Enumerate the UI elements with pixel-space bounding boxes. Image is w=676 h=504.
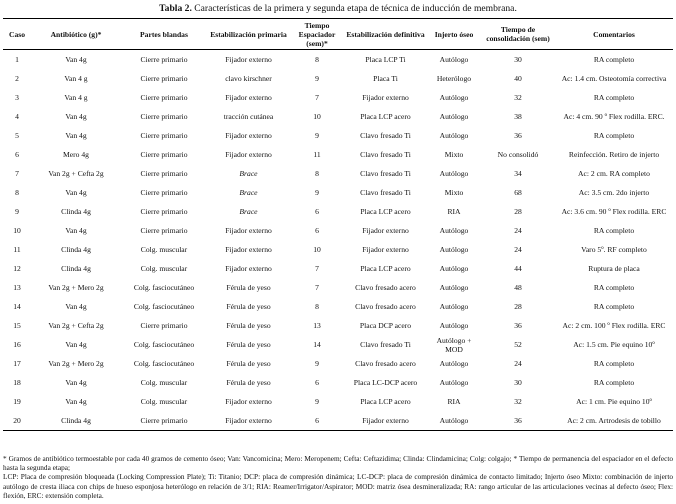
table-cell: Cierre primario — [140, 321, 188, 330]
table-cell: 6 — [290, 411, 344, 431]
table-cell: Autólogo — [439, 321, 469, 330]
column-header: Partes blandas — [121, 19, 207, 50]
table-cell: Van 4g — [65, 397, 87, 406]
table-cell: 10 — [313, 245, 321, 254]
table-cell: Van 4g — [65, 188, 87, 197]
table-cell: 28 — [514, 302, 522, 311]
table-cell: Fijador externo — [362, 93, 409, 102]
table-cell: Fijador externo — [225, 264, 272, 273]
table-cell: Van 4g — [65, 340, 87, 349]
table-cell: Placa LCP acero — [360, 112, 411, 121]
table-cell: 68 — [514, 188, 522, 197]
table-cell: Ruptura de placa — [588, 264, 640, 273]
table-cell: Cierre primario — [140, 150, 188, 159]
footnote-1: * Gramos de antibiótico termoestable por cada 40 gramos de cemento óseo; Van: Vancomicina; Mero: Meropenem; Cefta: Ceftazidima; Clinda: Clindamicina; Colg: colgajo; * Tiempo de permanencia del espaciador en el defecto hasta la segunda etapa; — [3, 454, 673, 473]
table-cell: Autólogo — [439, 245, 469, 254]
table-cell: Fijador externo — [362, 226, 409, 235]
column-header: Estabilización definitiva — [344, 19, 427, 50]
table-row — [3, 69, 673, 88]
table-cell: 9 — [315, 188, 319, 197]
table-cell: Fijador externo — [225, 55, 272, 64]
table-cell: Colg. fasciocutáneo — [133, 302, 195, 311]
table-cell: Varo 5º. RF completo — [581, 245, 647, 254]
table-cell: Van 4g — [65, 112, 87, 121]
table-cell: 24 — [514, 245, 522, 254]
table-cell: Férula de yeso — [226, 359, 271, 368]
table-cell: 9 — [315, 74, 319, 83]
table-cell: Autólogo — [439, 55, 469, 64]
table-cell: Clavo fresado acero — [355, 359, 416, 368]
table-cell: 9 — [315, 397, 319, 406]
table-row — [3, 373, 673, 392]
table-cell: 18 — [13, 378, 21, 387]
table-cell: Férula de yeso — [226, 321, 271, 330]
table-cell: Cierre primario — [140, 112, 188, 121]
table-cell: Colg. muscular — [140, 245, 188, 254]
column-header: Estabilización primaria — [207, 19, 290, 50]
table-cell: Reinfección. Retiro de injerto — [568, 150, 660, 159]
table-cell: 7 — [315, 283, 319, 292]
column-header: Tiempo de consolidación (sem) — [481, 19, 555, 50]
table-cell: Clinda 4g — [61, 264, 91, 273]
table-cell: Autólogo — [439, 131, 469, 140]
table-cell: 40 — [514, 74, 522, 83]
table-row — [3, 126, 673, 145]
table-cell: Clavo fresado acero — [355, 283, 416, 292]
table-cell: 8 — [315, 55, 319, 64]
table-row — [3, 164, 673, 183]
table-cell: Brace — [239, 188, 258, 197]
table-cell: 6 — [315, 207, 319, 216]
table-cell: Van 4g — [65, 131, 87, 140]
table-cell: Mixto — [444, 150, 464, 159]
table-cell: Autólogo — [427, 411, 481, 431]
table-cell: Fijador externo — [362, 245, 409, 254]
table-row — [3, 411, 673, 431]
table-cell: Autólogo — [439, 378, 469, 387]
table-cell: 24 — [514, 226, 522, 235]
table-cell: Fijador externo — [207, 411, 290, 431]
table-cell: Cierre primario — [140, 93, 188, 102]
table-cell: RA completo — [593, 283, 635, 292]
table-cell: Cierre primario — [140, 226, 188, 235]
table-cell: Brace — [239, 169, 258, 178]
table-cell: Ac: 1.5 cm. Pie equino 10º — [573, 340, 655, 349]
table-cell: Van 2g + Mero 2g — [48, 359, 104, 368]
table-cell: RA completo — [593, 93, 635, 102]
table-cell: 1 — [15, 55, 19, 64]
table-cell: tracción cutánea — [223, 112, 274, 121]
table-cell: Fijador externo — [225, 150, 272, 159]
table-cell: Colg. muscular — [140, 397, 188, 406]
table-cell: Colg. muscular — [140, 264, 188, 273]
table-cell: Férula de yeso — [226, 378, 271, 387]
table-cell: Fijador externo — [225, 397, 272, 406]
table-body — [3, 50, 673, 431]
table-cell: RA completo — [593, 359, 635, 368]
table-cell: Fijador externo — [225, 226, 272, 235]
table-cell: 32 — [514, 397, 522, 406]
footnote-2: LCP: Placa de compresión bloqueada (Locking Compression Plate); Ti: Titanio; DCP: placa de compresión dinámica; LC-DCP: placa de compresión dinámica de contacto limitado; Injerto óseo Mixto: combinación de injerto autólogo de cresta iliaca con chips de hueso esponjosa heterólogo en relación de 3/1; RIA: Reamer/Irrigator/Aspirator; MOD: matriz ósea desmineralizada; RA: rango articular de las articulaciones vecinas al defecto óseo; Flex: flexión, ERC: extensión completa. — [3, 472, 673, 500]
document-page — [0, 2, 676, 504]
table-cell: Placa DCP acero — [359, 321, 412, 330]
table-cell: Placa LCP acero — [360, 207, 411, 216]
table-cell: Autólogo — [439, 359, 469, 368]
table-cell: 6 — [315, 378, 319, 387]
table-cell: Férula de yeso — [226, 283, 271, 292]
table-cell: RA completo — [593, 226, 635, 235]
table-cell: 16 — [13, 340, 21, 349]
table-cell: Placa LCP acero — [360, 397, 411, 406]
table-cell: Clavo fresado Ti — [360, 150, 411, 159]
table-cell: Cierre primario — [140, 207, 188, 216]
table-cell: Heterólogo — [436, 74, 472, 83]
table-cell: 7 — [15, 169, 19, 178]
table-cell: Cierre primario — [121, 411, 207, 431]
table-cell: Brace — [239, 207, 258, 216]
table-cell: Clinda 4g — [61, 207, 91, 216]
table-cell: Cierre primario — [140, 188, 188, 197]
table-cell: Férula de yeso — [226, 302, 271, 311]
table-cell: 36 — [481, 411, 555, 431]
table-row — [3, 107, 673, 126]
table-cell: Van 4g — [65, 55, 87, 64]
table-cell: 38 — [514, 112, 522, 121]
table-row — [3, 202, 673, 221]
table-cell: Autólogo — [439, 169, 469, 178]
table-cell: 14 — [313, 340, 321, 349]
table-cell: 10 — [13, 226, 21, 235]
table-cell: 48 — [514, 283, 522, 292]
table-row — [3, 221, 673, 240]
table-cell: 3 — [15, 93, 19, 102]
table-cell: Autólogo + MOD — [436, 335, 472, 354]
column-header: Comentarios — [555, 19, 673, 50]
table-cell: Mixto — [444, 188, 464, 197]
table-footnotes — [3, 454, 673, 500]
table-row — [3, 392, 673, 411]
table-cell: 6 — [15, 150, 19, 159]
table-cell: Mero 4g — [63, 150, 89, 159]
table-cell: Placa LCP acero — [360, 264, 411, 273]
table-cell: Ac: 2 cm. 100 º Flex rodilla. ERC — [562, 321, 666, 330]
table-cell: Clinda 4g — [31, 411, 121, 431]
table-cell: No consolidó — [497, 150, 539, 159]
table-row — [3, 297, 673, 316]
table-cell: 32 — [514, 93, 522, 102]
table-cell: clavo kirschner — [225, 74, 272, 83]
table-cell: Ac: 1.4 cm. Osteotomía correctiva — [561, 74, 667, 83]
table-row — [3, 50, 673, 70]
table-cell: Colg. fasciocutáneo — [133, 340, 195, 349]
table-cell: Clavo fresado Ti — [360, 340, 411, 349]
table-cell: Clavo fresado Ti — [360, 169, 411, 178]
table-cell: Van 4g — [65, 378, 87, 387]
table-cell: Cierre primario — [140, 169, 188, 178]
header-row — [3, 19, 673, 50]
table-cell: 12 — [13, 264, 21, 273]
table-cell: Placa Ti — [373, 74, 398, 83]
table-cell: 17 — [13, 359, 21, 368]
table-cell: Autólogo — [439, 112, 469, 121]
table-cell: RIA — [447, 397, 461, 406]
table-cell: 44 — [514, 264, 522, 273]
table-cell: 15 — [13, 321, 21, 330]
table-row — [3, 145, 673, 164]
table-cell: Van 4 g — [64, 74, 88, 83]
table-row — [3, 88, 673, 107]
table-cell: 34 — [514, 169, 522, 178]
table-cell: 20 — [3, 411, 31, 431]
table-cell: 13 — [313, 321, 321, 330]
table-cell: RA completo — [593, 302, 635, 311]
table-cell: 4 — [15, 112, 19, 121]
table-cell: Autólogo — [439, 226, 469, 235]
table-cell: 11 — [13, 245, 21, 254]
table-cell: 8 — [15, 188, 19, 197]
table-cell: Van 2g + Cefta 2g — [48, 321, 104, 330]
caption-label: Tabla 2. — [159, 3, 192, 14]
table-cell: Van 2g + Mero 2g — [48, 283, 104, 292]
table-cell: RA completo — [593, 378, 635, 387]
table-cell: 30 — [514, 55, 522, 64]
column-header: Caso — [3, 19, 31, 50]
table-cell: Férula de yeso — [226, 340, 271, 349]
table-cell: 7 — [315, 264, 319, 273]
table-cell: RIA — [447, 207, 461, 216]
table-cell: 5 — [15, 131, 19, 140]
table-cell: RA completo — [593, 131, 635, 140]
table-cell: RA completo — [593, 55, 635, 64]
table-cell: 10 — [313, 112, 321, 121]
table-cell: 7 — [315, 93, 319, 102]
table-row — [3, 354, 673, 373]
table-cell: 30 — [514, 378, 522, 387]
table-cell: 6 — [315, 226, 319, 235]
characteristics-table — [3, 18, 673, 431]
table-cell: Clinda 4g — [61, 245, 91, 254]
table-row — [3, 183, 673, 202]
table-cell: Fijador externo — [225, 131, 272, 140]
table-cell: Ac: 2 cm. Artrodesis de tobillo — [555, 411, 673, 431]
column-header: Injerto óseo — [427, 19, 481, 50]
table-cell: 36 — [514, 131, 522, 140]
table-cell: Ac: 3.6 cm. 90 º Flex rodilla. ERC — [561, 207, 667, 216]
table-cell: 9 — [315, 131, 319, 140]
table-cell: 14 — [13, 302, 21, 311]
table-row — [3, 335, 673, 354]
table-cell: Fijador externo — [225, 245, 272, 254]
table-cell: 8 — [315, 169, 319, 178]
table-cell: 9 — [315, 359, 319, 368]
table-cell: Fijador externo — [225, 93, 272, 102]
table-cell: 2 — [15, 74, 19, 83]
table-cell: Van 4 g — [64, 93, 88, 102]
table-cell: Ac: 3.5 cm. 2do injerto — [578, 188, 650, 197]
table-cell: 11 — [313, 150, 321, 159]
table-caption — [0, 2, 676, 15]
table-cell: Autólogo — [439, 302, 469, 311]
table-cell: 52 — [514, 340, 522, 349]
table-cell: 13 — [13, 283, 21, 292]
table-cell: 8 — [315, 302, 319, 311]
table-cell: Cierre primario — [140, 55, 188, 64]
table-cell: 36 — [514, 321, 522, 330]
table-row — [3, 278, 673, 297]
table-cell: Ac: 1 cm. Pie equino 10º — [576, 397, 652, 406]
table-cell: Van 4g — [65, 226, 87, 235]
table-cell: Clavo fresado Ti — [360, 131, 411, 140]
table-row — [3, 240, 673, 259]
table-cell: 9 — [15, 207, 19, 216]
table-cell: Fijador externo — [344, 411, 427, 431]
table-cell: Placa LCP Ti — [365, 55, 406, 64]
caption-text: Características de la primera y segunda etapa de técnica de inducción de membrana. — [194, 3, 517, 14]
table-cell: 24 — [514, 359, 522, 368]
table-cell: Autólogo — [439, 283, 469, 292]
table-cell: Ac: 2 cm. RA completo — [578, 169, 650, 178]
table-cell: Van 4g — [65, 302, 87, 311]
table-cell: Colg. muscular — [140, 378, 188, 387]
table-row — [3, 316, 673, 335]
table-cell: Clavo fresado Ti — [360, 188, 411, 197]
table-cell: Autólogo — [439, 264, 469, 273]
table-cell: Cierre primario — [140, 131, 188, 140]
table-cell: Clavo fresado acero — [355, 302, 416, 311]
table-cell: Colg. fasciocutáneo — [133, 359, 195, 368]
table-cell: 28 — [514, 207, 522, 216]
column-header: Tiempo Espaciador (sem)* — [290, 19, 344, 50]
table-cell: Placa LC-DCP acero — [353, 378, 418, 387]
table-cell: Ac: 4 cm. 90 º Flex rodilla. ERC. — [563, 112, 665, 121]
table-cell: 19 — [13, 397, 21, 406]
column-header: Antibiótico (g)* — [31, 19, 121, 50]
table-cell: Autólogo — [439, 93, 469, 102]
table-cell: Van 2g + Cefta 2g — [48, 169, 104, 178]
table-row — [3, 259, 673, 278]
table-cell: Cierre primario — [140, 74, 188, 83]
table-cell: Colg. fasciocutáneo — [133, 283, 195, 292]
